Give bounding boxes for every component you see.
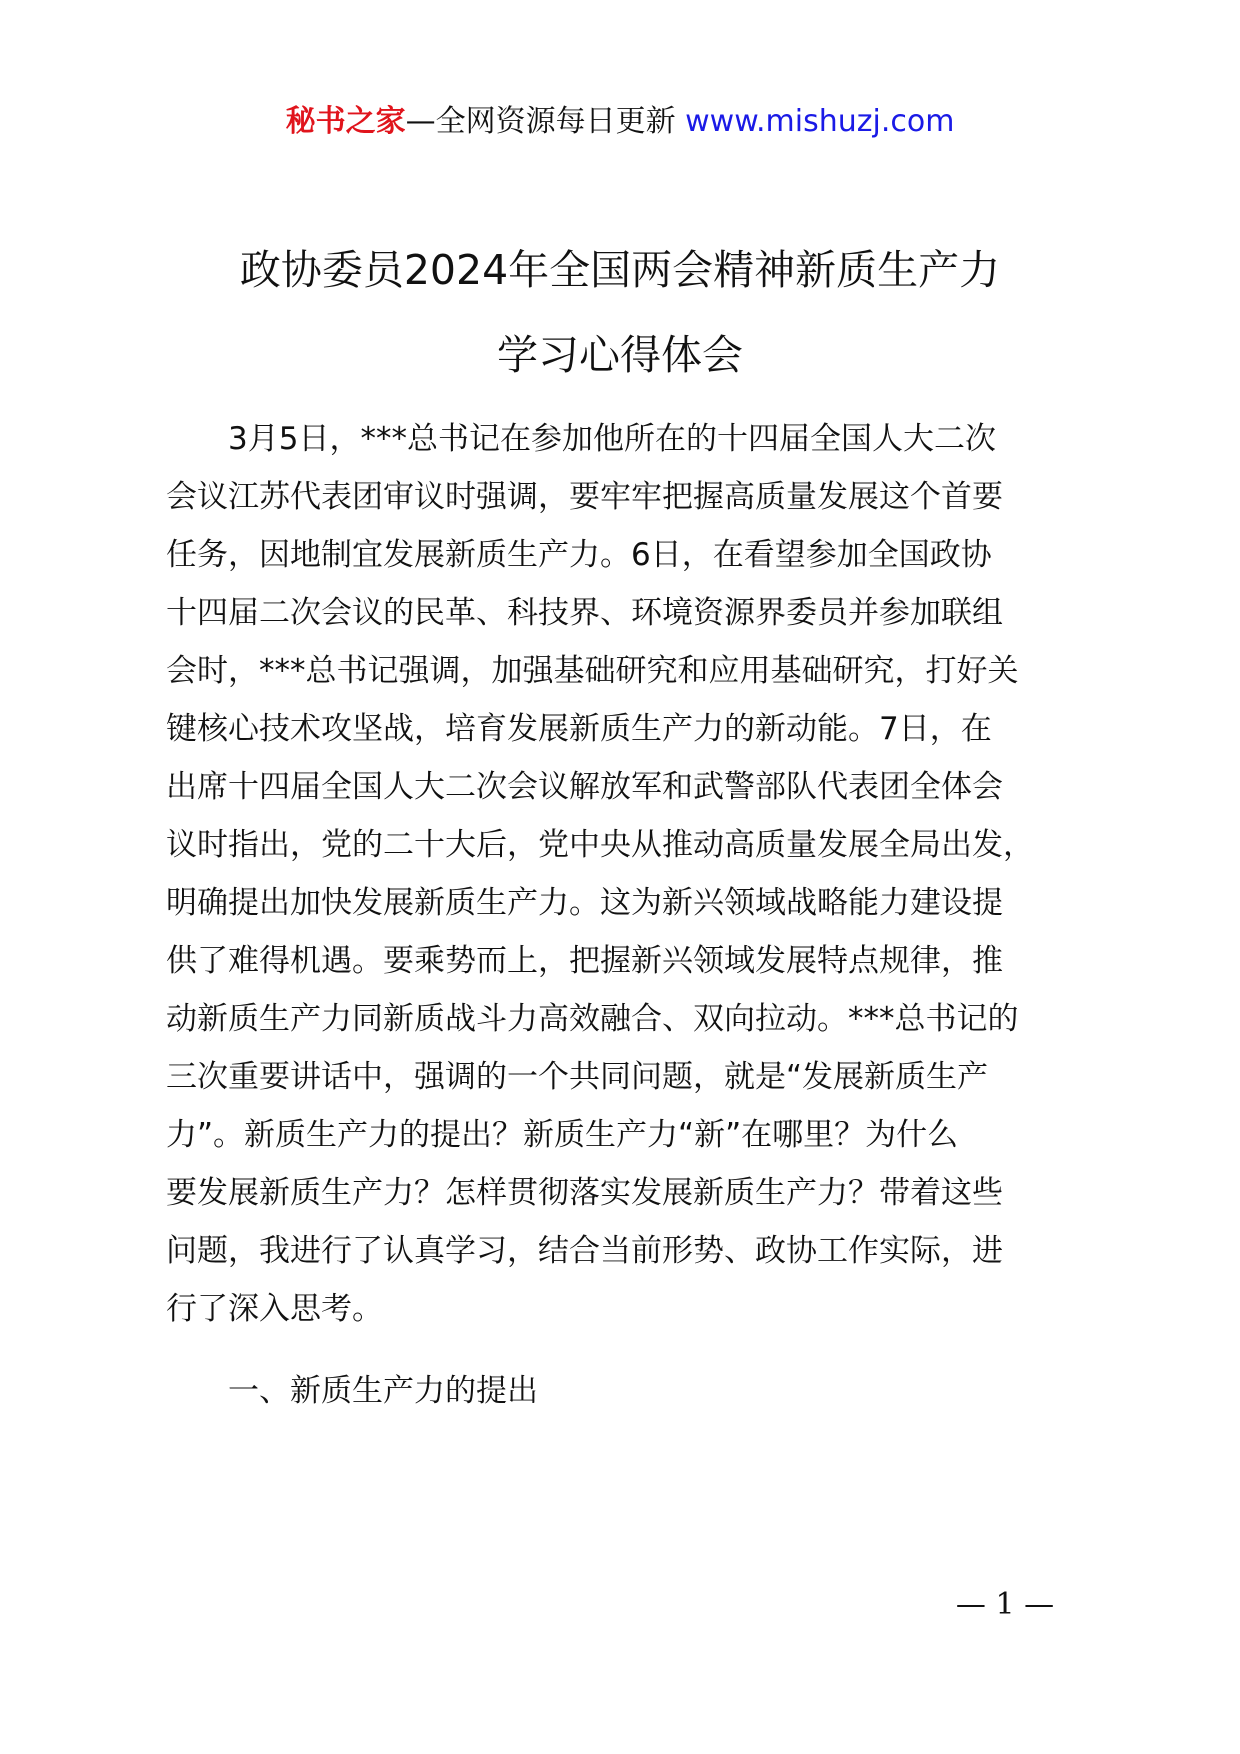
paragraph-line: 会时，***总书记强调，加强基础研究和应用基础研究，打好关 (166, 653, 1019, 689)
paragraph-line: 行了深入思考。 (166, 1291, 383, 1327)
paragraph-line: 力”。新质生产力的提出？新质生产力“新”在哪里？为什么 (166, 1117, 959, 1153)
section-heading: 一、新质生产力的提出 (228, 1373, 538, 1409)
paragraph-line: 议时指出，党的二十大后，党中央从推动高质量发展全局出发， (166, 827, 1034, 863)
brand-name: 秘书之家 (285, 104, 406, 139)
paragraph-line: 十四届二次会议的民革、科技界、环境资源界委员并参加联组 (166, 595, 1003, 631)
body-paragraph (166, 410, 1126, 1338)
header-banner (0, 100, 1240, 144)
document-title-line-2: 学习心得体会 (497, 331, 743, 379)
page-number: — 1 — (955, 1587, 1055, 1622)
document-title-line-1: 政协委员2024年全国两会精神新质生产力 (239, 246, 1001, 294)
paragraph-line: 出席十四届全国人大二次会议解放军和武警部队代表团全体会 (166, 769, 1003, 805)
paragraph-line: 3月5日，***总书记在参加他所在的十四届全国人大二次 (228, 421, 996, 457)
paragraph-line: 明确提出加快发展新质生产力。这为新兴领域战略能力建设提 (166, 885, 1003, 921)
paragraph-line: 任务，因地制宜发展新质生产力。6日，在看望参加全国政协 (166, 537, 992, 573)
paragraph-line: 键核心技术攻坚战，培育发展新质生产力的新动能。7日，在 (166, 711, 992, 747)
paragraph-line: 供了难得机遇。要乘势而上，把握新兴领域发展特点规律，推 (166, 943, 1003, 979)
paragraph-line: 要发展新质生产力？怎样贯彻落实发展新质生产力？带着这些 (166, 1175, 1003, 1211)
site-url-link[interactable]: www.mishuzj.com (685, 104, 955, 139)
paragraph-line: 三次重要讲话中，强调的一个共同问题，就是“发展新质生产 (166, 1059, 989, 1095)
header-tagline: —全网资源每日更新 (405, 104, 676, 139)
paragraph-line: 问题，我进行了认真学习，结合当前形势、政协工作实际，进 (166, 1233, 1003, 1269)
paragraph-line: 会议江苏代表团审议时强调，要牢牢把握高质量发展这个首要 (166, 479, 1003, 515)
paragraph-line: 动新质生产力同新质战斗力高效融合、双向拉动。***总书记的 (166, 1001, 1019, 1037)
